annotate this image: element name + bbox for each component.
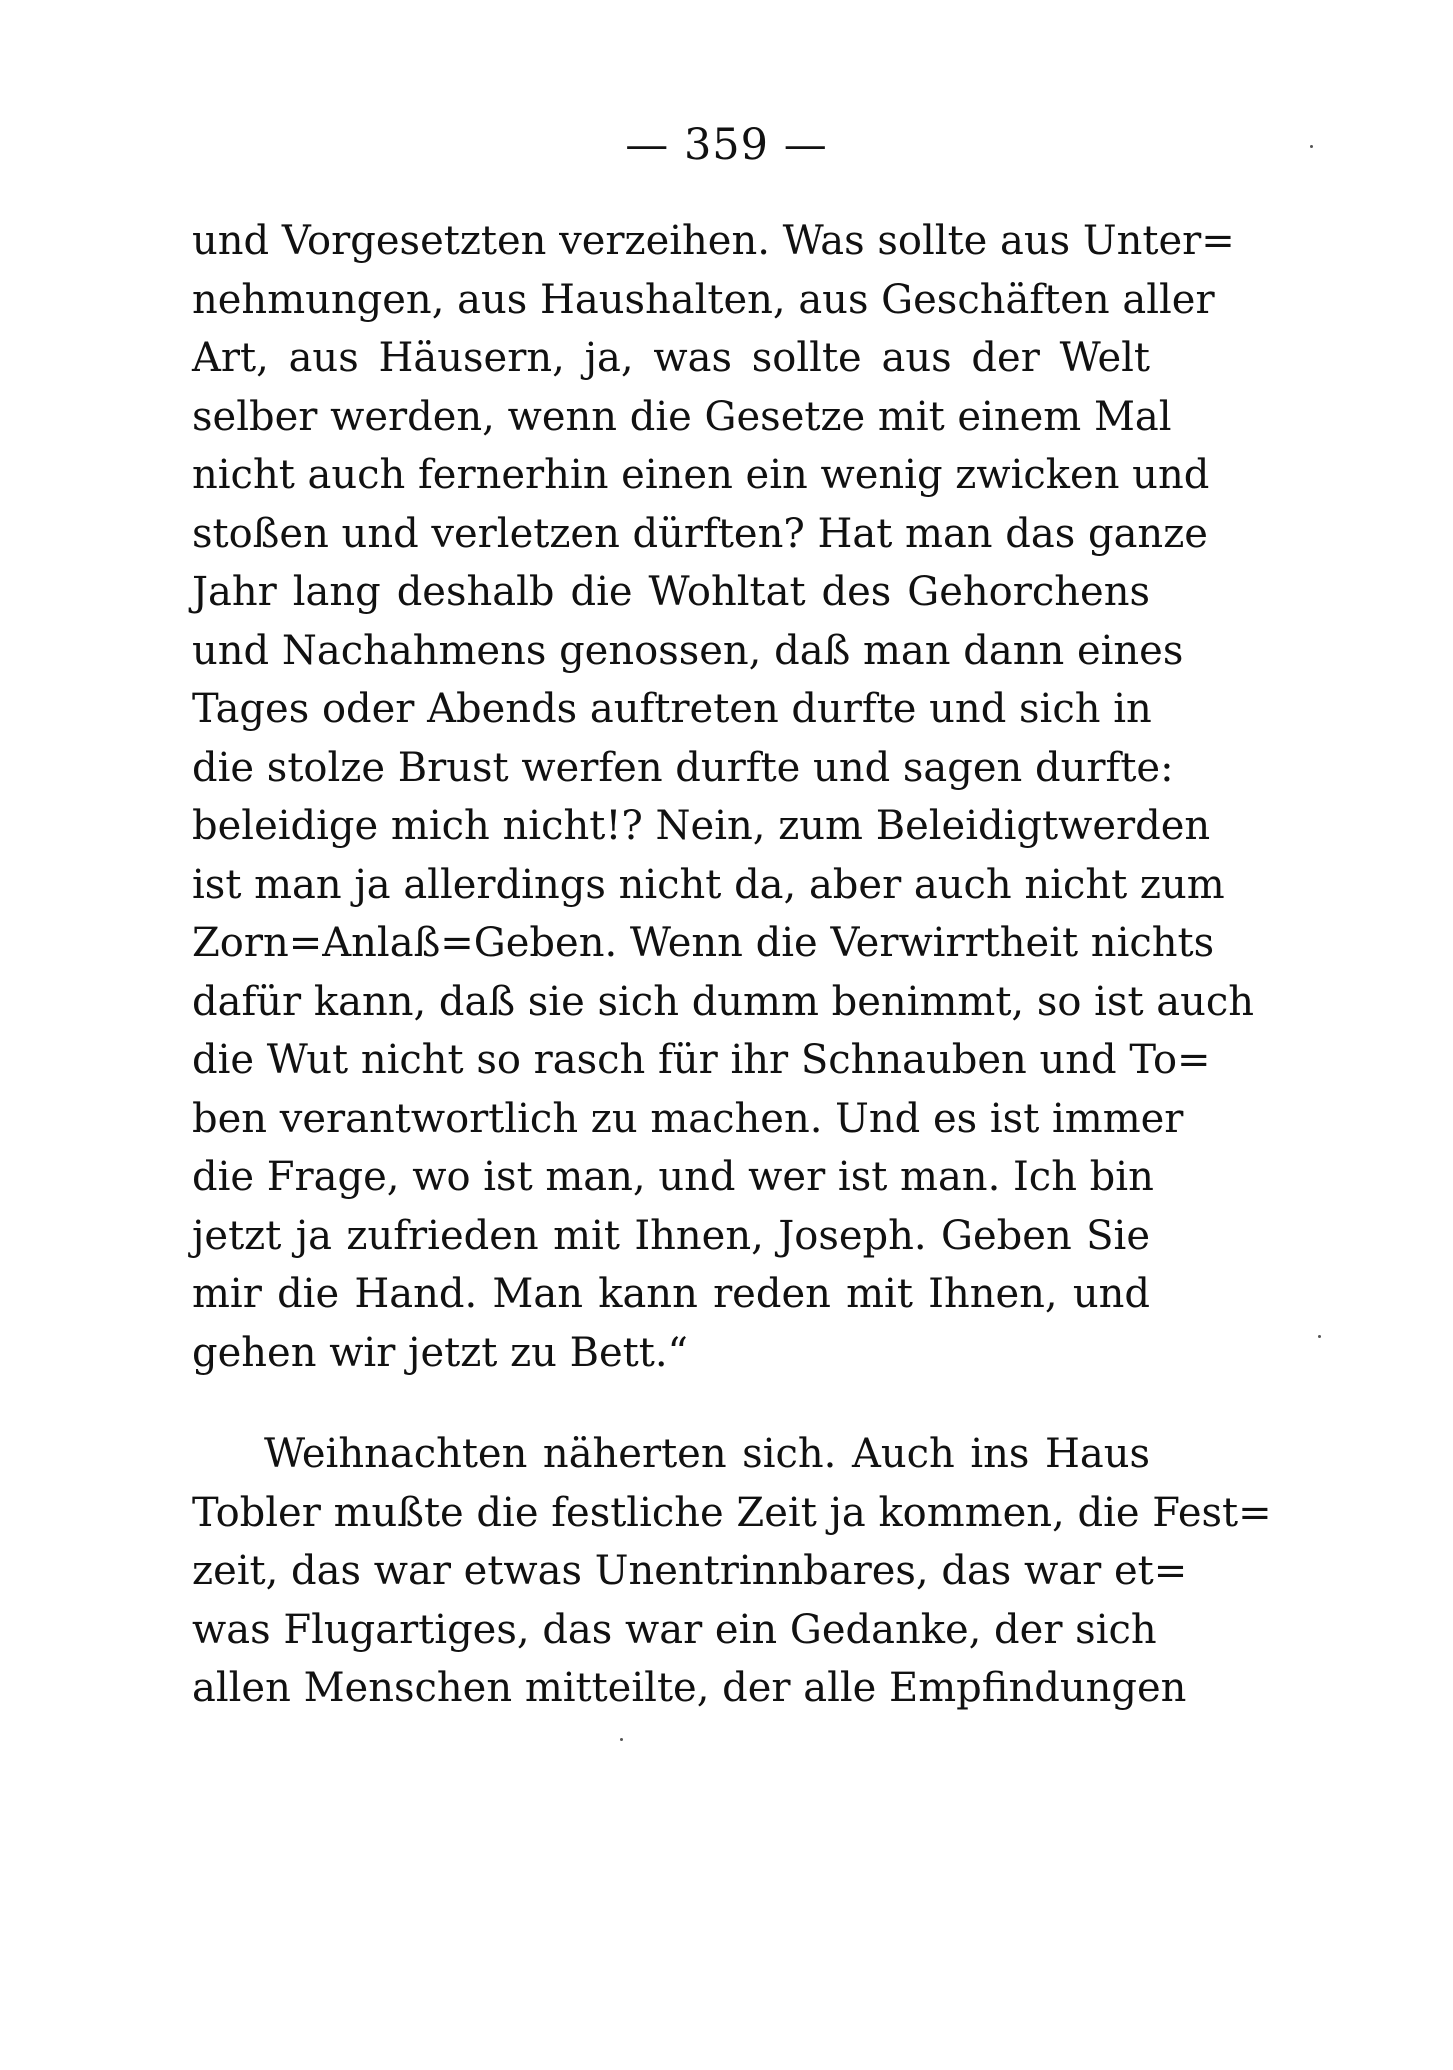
text-line: und Nachahmens genossen, daß man dann eines	[192, 627, 1184, 674]
text-line: nicht auch fernerhin einen ein wenig zwicken und	[192, 452, 1210, 498]
text-line: Art, aus Häusern, ja, was sollte aus der Welt	[192, 335, 1150, 381]
text-line: Zorn=Anlaß=Geben. Wenn die Verwirrtheit nichts	[192, 920, 1215, 966]
text-line: gehen wir jetzt zu Bett.“	[192, 1329, 688, 1376]
text-line: ben verantwortlich zu machen. Und es ist immer	[192, 1095, 1184, 1142]
page-number: — 359 —	[625, 120, 828, 170]
text-line: Tobler mußte die festliche Zeit ja kommen, die Fest=	[192, 1489, 1272, 1536]
text-line: die Frage, wo ist man, und wer ist man. Ich bin	[192, 1154, 1154, 1200]
paragraph-1	[192, 212, 1255, 1382]
text-line: dafür kann, daß sie sich dumm benimmt, so ist auch	[192, 978, 1255, 1025]
paper-speck	[1310, 145, 1313, 148]
text-line: allen Menschen mitteilte, der alle Empfindungen	[192, 1665, 1187, 1711]
text-line: Tages oder Abends auftreten durfte und sich in	[192, 686, 1152, 732]
text-line: mir die Hand. Man kann reden mit Ihnen, und	[192, 1271, 1150, 1317]
text-line: beleidige mich nicht!? Nein, zum Beleidigtwerden	[192, 803, 1211, 849]
text-line: die Wut nicht so rasch für ihr Schnauben und To=	[192, 1037, 1211, 1083]
text-line: Weihnachten näherten sich. Auch ins Haus	[264, 1431, 1150, 1477]
text-line: stoßen und verletzen dürften? Hat man das ganze	[192, 510, 1208, 557]
paper-speck	[1318, 1335, 1321, 1338]
text-line: die stolze Brust werfen durfte und sagen durfte:	[192, 744, 1174, 791]
paragraph-2	[192, 1425, 1272, 1718]
text-line: Jahr lang deshalb die Wohltat des Gehorchens	[192, 569, 1150, 615]
text-line: nehmungen, aus Haushalten, aus Geschäften aller	[192, 276, 1215, 323]
text-line: was Flugartiges, das war ein Gedanke, der sich	[192, 1606, 1157, 1653]
text-line: ist man ja allerdings nicht da, aber auch nicht zum	[192, 861, 1225, 908]
text-line: zeit, das war etwas Unentrinnbares, das war et=	[192, 1548, 1188, 1594]
text-line: selber werden, wenn die Gesetze mit einem Mal	[192, 393, 1172, 440]
text-line: und Vorgesetzten verzeihen. Was sollte aus Unter=	[192, 218, 1235, 264]
text-line: jetzt ja zufrieden mit Ihnen, Joseph. Geben Sie	[192, 1212, 1150, 1259]
paper-speck	[620, 1738, 623, 1741]
